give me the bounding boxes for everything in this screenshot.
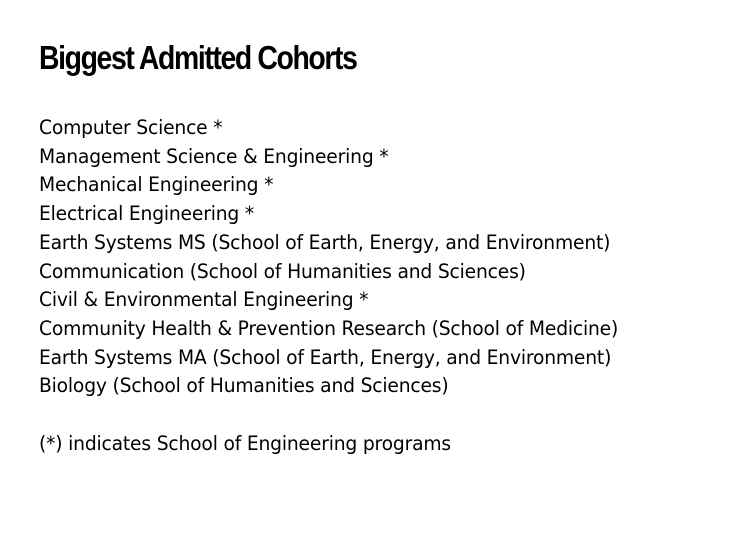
footnote: (*) indicates School of Engineering programs	[39, 432, 451, 455]
list-item: Civil & Environmental Engineering *	[39, 288, 369, 312]
slide-title: Biggest Admitted Cohorts	[39, 39, 357, 76]
list-item: Management Science & Engineering *	[39, 144, 389, 168]
list-item: Community Health & Prevention Research (School of Medicine)	[39, 316, 619, 340]
list-item: Earth Systems MA (School of Earth, Energy, and Environment)	[39, 345, 612, 369]
list-item: Computer Science *	[39, 116, 223, 139]
list-item: Earth Systems MS (School of Earth, Energy, and Environment)	[39, 230, 611, 254]
program-list	[39, 114, 618, 401]
list-item: Electrical Engineering *	[39, 202, 255, 226]
list-item: Communication (School of Humanities and Sciences)	[39, 259, 526, 283]
list-item: Biology (School of Humanities and Sciences)	[39, 374, 449, 398]
list-item: Mechanical Engineering *	[39, 173, 274, 197]
